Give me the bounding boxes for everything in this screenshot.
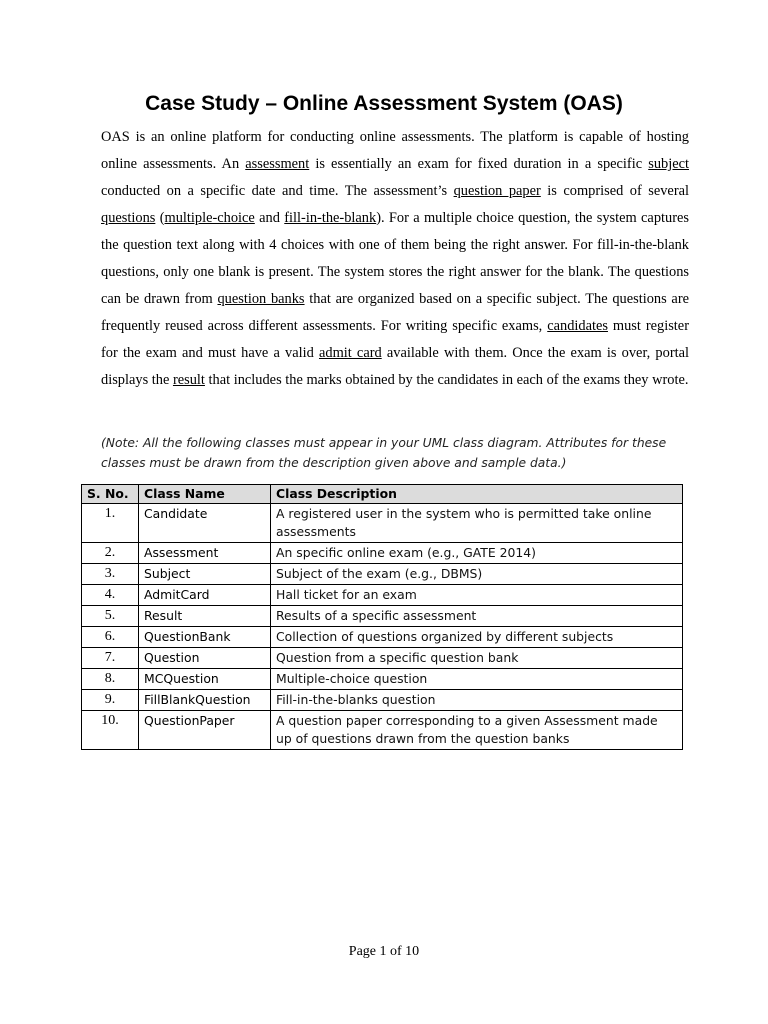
class-table <box>81 484 683 750</box>
underlined-term-questions: questions <box>101 210 156 226</box>
row-class-name: MCQuestion <box>139 669 271 690</box>
row-class-name: Result <box>139 606 271 627</box>
table-row <box>82 648 683 669</box>
row-class-name: Subject <box>139 564 271 585</box>
table-row <box>82 669 683 690</box>
text-run: ). For a multiple choice question, the system captures the question text along with 4 choices with one of them being the right answer. For fill-in-the-blank questions, only one blank is present. The system stores the right answer for the blank. The questions can be drawn from <box>101 210 689 307</box>
row-class-name: QuestionBank <box>139 627 271 648</box>
text-run: OAS is an online platform for conducting online assessments. The platform is capable of hosting online assessments. An <box>101 129 689 172</box>
row-sno: 4. <box>82 585 139 606</box>
row-sno: 9. <box>82 690 139 711</box>
row-sno: 3. <box>82 564 139 585</box>
row-class-description: Question from a specific question bank <box>271 648 683 669</box>
header-class-name: Class Name <box>139 485 271 504</box>
underlined-term-admit-card: admit card <box>318 345 382 361</box>
row-class-name: QuestionPaper <box>139 711 271 750</box>
row-class-description: Fill-in-the-blanks question <box>271 690 683 711</box>
table-row <box>82 606 683 627</box>
underlined-term-assessment: assessment <box>245 156 310 172</box>
underlined-term-fill-in-the-blank: fill-in-the-blank <box>284 210 377 226</box>
table-row <box>82 627 683 648</box>
document-title: Case Study – Online Assessment System (OAS) <box>145 92 623 115</box>
underlined-term-question-banks: question banks <box>217 291 305 307</box>
row-class-name: Candidate <box>139 504 271 543</box>
row-class-name: AdmitCard <box>139 585 271 606</box>
row-class-description: An specific online exam (e.g., GATE 2014) <box>271 543 683 564</box>
row-class-name: FillBlankQuestion <box>139 690 271 711</box>
row-sno: 1. <box>82 504 139 543</box>
row-class-description: Results of a specific assessment <box>271 606 683 627</box>
row-class-description: A question paper corresponding to a given Assessment made up of questions drawn from the question banks <box>271 711 683 750</box>
underlined-term-multiple-choice: multiple-choice <box>164 210 255 226</box>
header-sno: S. No. <box>82 485 139 504</box>
text-run: is essentially an exam for fixed duration in a specific <box>309 156 649 172</box>
table-row <box>82 564 683 585</box>
page-number-footer: Page 1 of 10 <box>348 944 420 959</box>
text-run: that are organized based on a specific subject. The questions are frequently reused across different assessments. For writing specific exams, <box>101 291 690 334</box>
row-class-name: Question <box>139 648 271 669</box>
row-sno: 5. <box>82 606 139 627</box>
row-class-description: Hall ticket for an exam <box>271 585 683 606</box>
table-row <box>82 690 683 711</box>
underlined-term-question-paper: question paper <box>453 183 541 199</box>
row-class-description: A registered user in the system who is permitted take online assessments <box>271 504 683 543</box>
text-run: and <box>254 210 285 226</box>
underlined-term-candidates: candidates <box>547 318 608 334</box>
text-run: conducted on a specific date and time. The assessment’s <box>101 183 454 199</box>
table-row <box>82 585 683 606</box>
uml-note: (Note: All the following classes must appear in your UML class diagram. Attributes for these classes must be drawn from the description given above and sample data.) <box>101 436 667 470</box>
header-class-description: Class Description <box>271 485 683 504</box>
text-run: must register for the exam and must have a valid <box>101 318 689 361</box>
table-row <box>82 543 683 564</box>
table-row <box>82 504 683 543</box>
text-run: is comprised of several <box>540 183 690 199</box>
row-class-description: Multiple-choice question <box>271 669 683 690</box>
row-sno: 6. <box>82 627 139 648</box>
underlined-term-result: result <box>172 372 205 388</box>
text-run: that includes the marks obtained by the candidates in each of the exams they wrote. <box>204 372 689 388</box>
row-sno: 10. <box>82 711 139 750</box>
text-run: available with them. Once the exam is over, portal displays the <box>101 345 689 388</box>
table-row <box>82 711 683 750</box>
row-class-description: Subject of the exam (e.g., DBMS) <box>271 564 683 585</box>
row-sno: 2. <box>82 543 139 564</box>
table-header-row <box>82 485 683 504</box>
row-class-name: Assessment <box>139 543 271 564</box>
case-description-paragraph <box>101 124 689 394</box>
text-run: ( <box>155 210 165 226</box>
row-class-description: Collection of questions organized by different subjects <box>271 627 683 648</box>
row-sno: 7. <box>82 648 139 669</box>
underlined-term-subject: subject <box>648 156 689 172</box>
row-sno: 8. <box>82 669 139 690</box>
